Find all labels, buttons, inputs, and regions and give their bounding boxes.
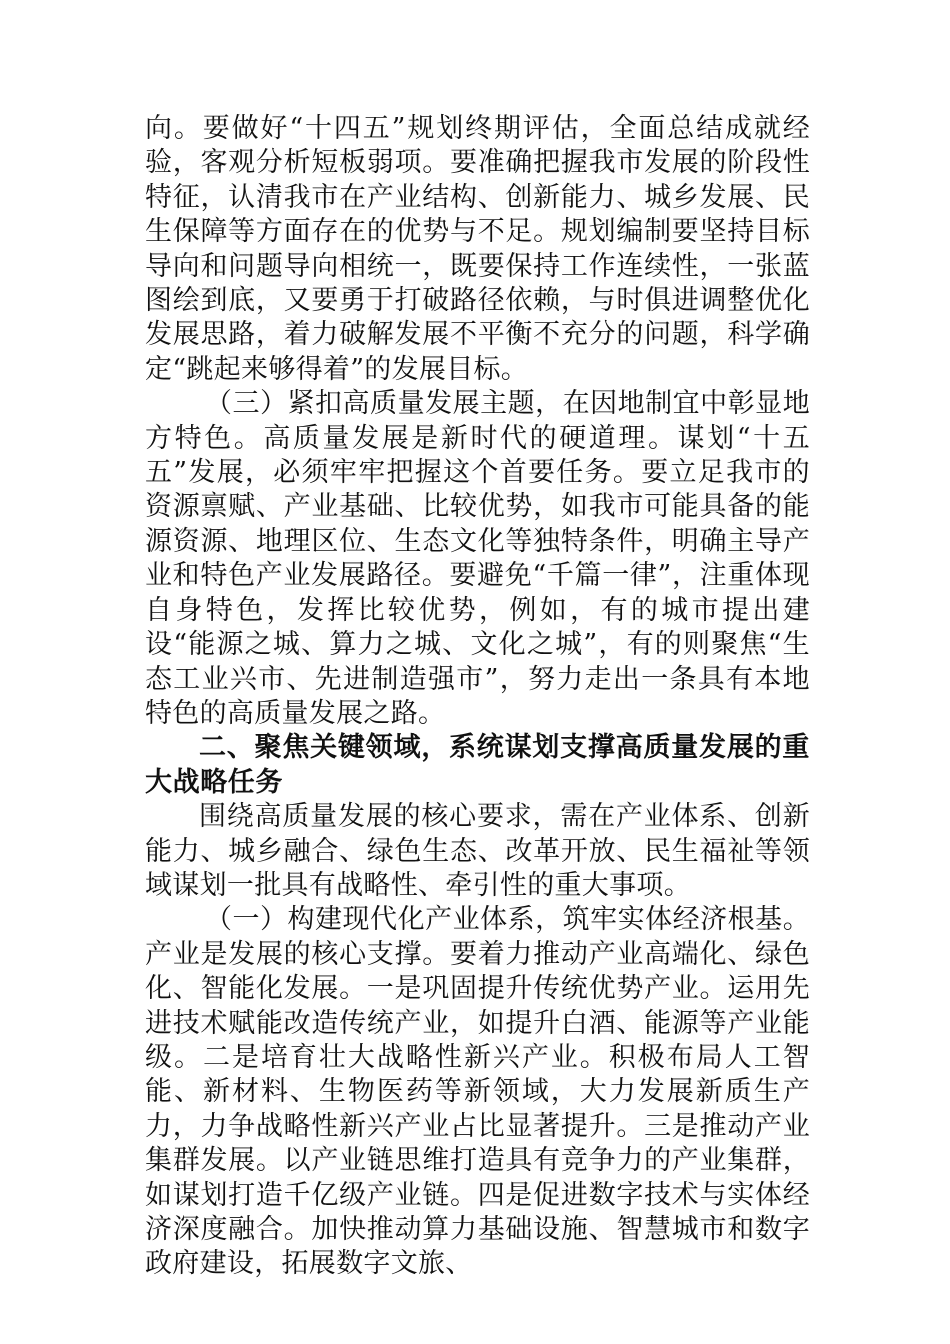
paragraph-section-one: （一）构建现代化产业体系，筑牢实体经济根基。产业是发展的核心支撑。要着力推动产业高端化、绿色化、智能化发展。一是巩固提升传统优势产业。运用先进技术赋能改造传统产业，如提升白酒、能源等产业能级。二是培育壮大战略性新兴产业。积极布局人工智能、新材料、生物医药等新领域，大力发展新质生产力，力争战略性新兴产业占比显著提升。三是推动产业集群发展。以产业链思维打造具有竞争力的产业集群，如谋划打造千亿级产业链。四是促进数字技术与实体经济深度融合。加快推动算力基础设施、智慧城市和数字政府建设，拓展数字文旅、	[145, 904, 810, 1280]
section-heading-two: 二、聚焦关键领域，系统谋划支撑高质量发展的重大战略任务	[145, 732, 810, 798]
paragraph-section-intro: 围绕高质量发展的核心要求，需在产业体系、创新能力、城乡融合、绿色生态、改革开放、民生福祉等领域谋划一批具有战略性、牵引性的重大事项。	[145, 801, 810, 901]
paragraph-continuation: 向。要做好“十四五”规划终期评估，全面总结成就经验，客观分析短板弱项。要准确把握我市发展的阶段性特征，认清我市在产业结构、创新能力、城乡发展、民生保障等方面存在的优势与不足。规划编制要坚持目标导向和问题导向相统一，既要保持工作连续性，一张蓝图绘到底，又要勇于打破路径依赖，与时俱进调整优化发展思路，着力破解发展不平衡不充分的问题，科学确定“跳起来够得着”的发展目标。	[145, 113, 810, 385]
document-body	[145, 112, 810, 1282]
paragraph-section-three: （三）紧扣高质量发展主题，在因地制宜中彰显地方特色。高质量发展是新时代的硬道理。谋划“十五五”发展，必须牢牢把握这个首要任务。要立足我市的资源禀赋、产业基础、比较优势，如我市可能具备的能源资源、地理区位、生态文化等独特条件，明确主导产业和特色产业发展路径。要避免“千篇一律”，注重体现自身特色，发挥比较优势，例如，有的城市提出建设“能源之城、算力之城、文化之城”，有的则聚焦“生态工业兴市、先进制造强市”，努力走出一条具有本地特色的高质量发展之路。	[145, 388, 810, 729]
